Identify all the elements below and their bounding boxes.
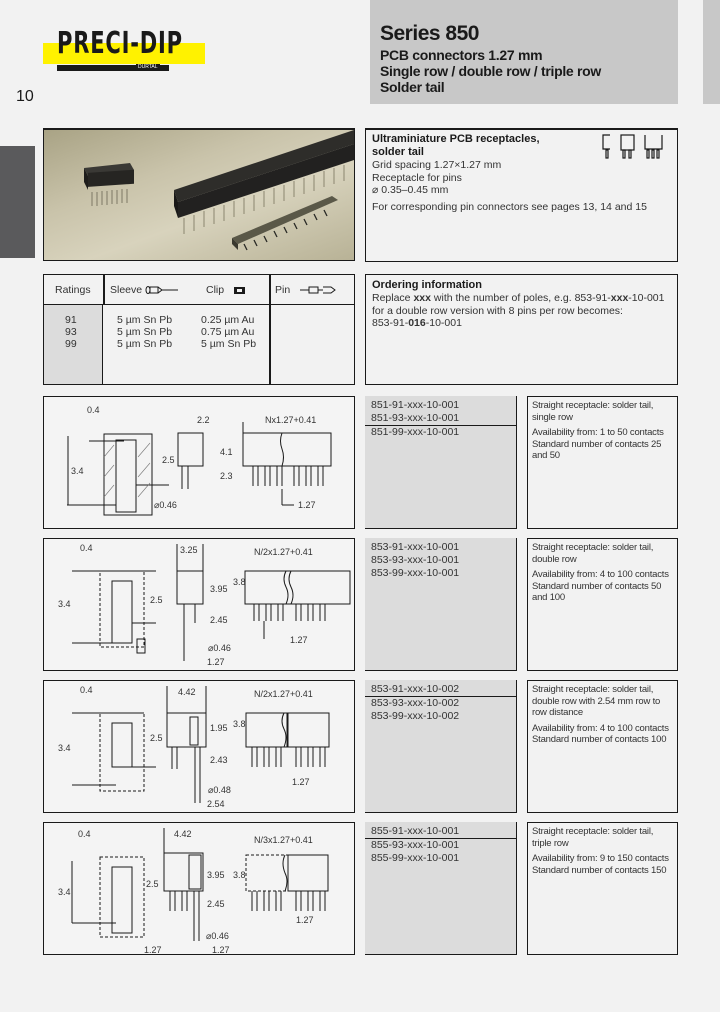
grid-spacing: Grid spacing 1.27×1.27 mm — [372, 159, 502, 171]
svg-text:1.27: 1.27 — [298, 500, 316, 510]
svg-text:2.5: 2.5 — [146, 879, 159, 889]
ordering-title: Ordering information — [372, 279, 482, 291]
sleeve-icon — [145, 285, 179, 295]
svg-text:2.5: 2.5 — [150, 595, 163, 605]
pin-connector-reference: For corresponding pin connectors see pages 13, 14 and 15 — [372, 200, 647, 213]
svg-text:1.27: 1.27 — [144, 945, 162, 955]
svg-text:2.5: 2.5 — [162, 455, 175, 465]
standard-contacts: Standard number of contacts 25 and 50 — [532, 438, 662, 461]
technical-drawing — [44, 539, 356, 672]
clip-value: 0.75 µm Au — [201, 326, 255, 338]
drawing-851-single-row — [43, 396, 355, 529]
part-number[interactable]: 855-91-xxx-10-001 — [365, 825, 516, 839]
availability: Availability from: 4 to 100 contacts — [532, 569, 669, 580]
svg-text:3.25: 3.25 — [180, 545, 198, 555]
overview-box — [365, 129, 678, 262]
drawing-853-double-row — [43, 538, 355, 671]
subtitle-line: PCB connectors 1.27 mm — [380, 47, 543, 63]
part-numbers-853-001 — [365, 538, 517, 671]
sleeve-value: 5 µm Sn Pb — [117, 326, 173, 338]
standard-contacts: Standard number of contacts 150 — [532, 864, 667, 876]
connector-photo-illustration — [44, 130, 355, 261]
svg-text:0.4: 0.4 — [87, 405, 100, 415]
svg-text:1.27: 1.27 — [212, 945, 230, 955]
clip-value: 5 µm Sn Pb — [201, 338, 257, 350]
clip-value: 0.25 µm Au — [201, 314, 255, 326]
svg-text:3.95: 3.95 — [207, 870, 225, 880]
chapter-tab — [0, 146, 35, 258]
header-sleeve: Sleeve — [110, 284, 143, 296]
rating-code: 91 — [65, 314, 77, 326]
series-header — [370, 0, 678, 104]
receptacle-for: Receptacle for pins — [372, 171, 462, 184]
svg-text:⌀0.46: ⌀0.46 — [208, 643, 231, 653]
availability: Availability from: 1 to 50 contacts — [532, 427, 664, 438]
svg-text:3.95: 3.95 — [210, 584, 228, 594]
part-number[interactable]: 853-99-xxx-10-002 — [371, 710, 460, 722]
svg-text:3.4: 3.4 — [58, 599, 71, 609]
double-row-icon — [621, 135, 634, 158]
svg-text:1.27: 1.27 — [296, 915, 314, 925]
availability: Availability from: 9 to 150 contacts — [532, 853, 669, 864]
description: Straight receptacle: solder tail, double row — [532, 542, 654, 565]
ordering-example: 853-91-016-10-001 — [372, 317, 462, 329]
header-clip: Clip — [206, 284, 225, 296]
ordering-info-box — [365, 274, 678, 385]
header-pin: Pin — [275, 284, 291, 296]
standard-contacts: Standard number of contacts 50 and 100 — [532, 580, 662, 603]
clip-icon — [233, 286, 247, 295]
svg-text:2.54: 2.54 — [207, 799, 225, 809]
triple-row-icon — [645, 135, 662, 158]
svg-text:3.8: 3.8 — [233, 870, 246, 880]
svg-text:2.2: 2.2 — [197, 415, 210, 425]
part-number[interactable]: 853-93-xxx-10-002 — [371, 697, 460, 709]
part-numbers-853-002 — [365, 680, 517, 813]
ordering-line-1: Replace xxx with the number of poles, e.g. 853-91-xxx-10-001 — [372, 292, 665, 304]
part-numbers-855 — [365, 822, 517, 955]
drawing-855-triple-row — [43, 822, 355, 955]
part-number[interactable]: 853-99-xxx-10-001 — [371, 567, 460, 579]
pin-icon — [299, 285, 341, 295]
rating-code: 93 — [65, 326, 77, 338]
series-title: Series 850 — [380, 22, 479, 45]
technical-drawing — [44, 681, 356, 814]
svg-text:2.5: 2.5 — [150, 733, 163, 743]
svg-text:N/2x1.27+0.41: N/2x1.27+0.41 — [254, 689, 313, 699]
part-number[interactable]: 851-93-xxx-10-001 — [365, 412, 516, 426]
svg-text:⌀0.46: ⌀0.46 — [206, 931, 229, 941]
ordering-line-2: for a double row version with 8 pins per row becomes: — [372, 304, 623, 317]
part-number[interactable]: 853-91-xxx-10-001 — [371, 541, 460, 553]
subtitle-line: Single row / double row / triple row — [380, 63, 601, 79]
svg-text:⌀0.48: ⌀0.48 — [208, 785, 231, 795]
svg-text:0.4: 0.4 — [80, 543, 93, 553]
technical-drawing — [44, 397, 356, 530]
svg-text:0.4: 0.4 — [80, 685, 93, 695]
svg-text:3.4: 3.4 — [58, 743, 71, 753]
overview-title: Ultraminiature PCB receptacles, — [372, 133, 540, 145]
svg-text:⌀0.46: ⌀0.46 — [154, 500, 177, 510]
part-number[interactable]: 851-91-xxx-10-001 — [371, 399, 460, 411]
svg-text:4.42: 4.42 — [178, 687, 196, 697]
svg-text:0.4: 0.4 — [78, 829, 91, 839]
part-number[interactable]: 851-99-xxx-10-001 — [371, 426, 460, 438]
info-855 — [527, 822, 678, 955]
info-853-002 — [527, 680, 678, 813]
svg-text:1.27: 1.27 — [290, 635, 308, 645]
edge-strip — [703, 0, 720, 104]
svg-text:1.27: 1.27 — [292, 777, 310, 787]
standard-contacts: Standard number of contacts 100 — [532, 734, 667, 745]
svg-text:3.8: 3.8 — [233, 719, 246, 729]
description: Straight receptacle: solder tail, single row — [532, 400, 654, 423]
pin-diameter: ⌀ 0.35–0.45 mm — [372, 184, 449, 196]
description: Straight receptacle: solder tail, triple row — [532, 826, 654, 849]
info-851 — [527, 396, 678, 529]
part-number[interactable]: 853-91-xxx-10-002 — [365, 683, 516, 697]
svg-text:2.45: 2.45 — [210, 615, 228, 625]
rating-code: 99 — [65, 338, 77, 350]
overview-title-2: solder tail — [372, 146, 424, 158]
logo: PRECI-DIP — [57, 26, 183, 61]
svg-text:3.8: 3.8 — [233, 577, 246, 587]
svg-text:2.45: 2.45 — [207, 899, 225, 909]
page-number: 10 — [16, 88, 34, 105]
logo-subtext: DURTAL — [138, 64, 158, 70]
part-number[interactable]: 855-93-xxx-10-001 — [371, 839, 460, 851]
row-type-icons — [602, 134, 668, 162]
header-ratings: Ratings — [55, 284, 91, 296]
svg-text:2.3: 2.3 — [220, 471, 233, 481]
svg-text:N/2x1.27+0.41: N/2x1.27+0.41 — [254, 547, 313, 557]
sleeve-value: 5 µm Sn Pb — [117, 314, 173, 326]
svg-text:3.4: 3.4 — [71, 466, 84, 476]
svg-text:Nx1.27+0.41: Nx1.27+0.41 — [265, 415, 317, 425]
info-853-001 — [527, 538, 678, 671]
svg-text:3.4: 3.4 — [58, 887, 71, 897]
part-numbers-851 — [365, 396, 517, 529]
svg-text:4.1: 4.1 — [220, 447, 233, 457]
description: Straight receptacle: solder tail, double row with 2.54 mm row to row distance — [532, 684, 661, 718]
svg-text:N/3x1.27+0.41: N/3x1.27+0.41 — [254, 835, 313, 845]
ratings-table — [43, 274, 355, 385]
availability: Availability from: 4 to 100 contacts — [532, 722, 669, 734]
svg-text:4.42: 4.42 — [174, 829, 192, 839]
part-number[interactable]: 853-93-xxx-10-001 — [371, 554, 460, 566]
single-row-icon — [603, 135, 610, 158]
product-photo — [43, 129, 355, 261]
sleeve-value: 5 µm Sn Pb — [117, 338, 173, 350]
svg-text:1.27: 1.27 — [207, 657, 225, 667]
drawing-853-002-double-row-2.54 — [43, 680, 355, 813]
svg-text:1.95: 1.95 — [210, 723, 228, 733]
svg-text:2.43: 2.43 — [210, 755, 228, 765]
subtitle-line: Solder tail — [380, 79, 445, 95]
technical-drawing — [44, 823, 356, 956]
part-number[interactable]: 855-99-xxx-10-001 — [371, 852, 460, 864]
